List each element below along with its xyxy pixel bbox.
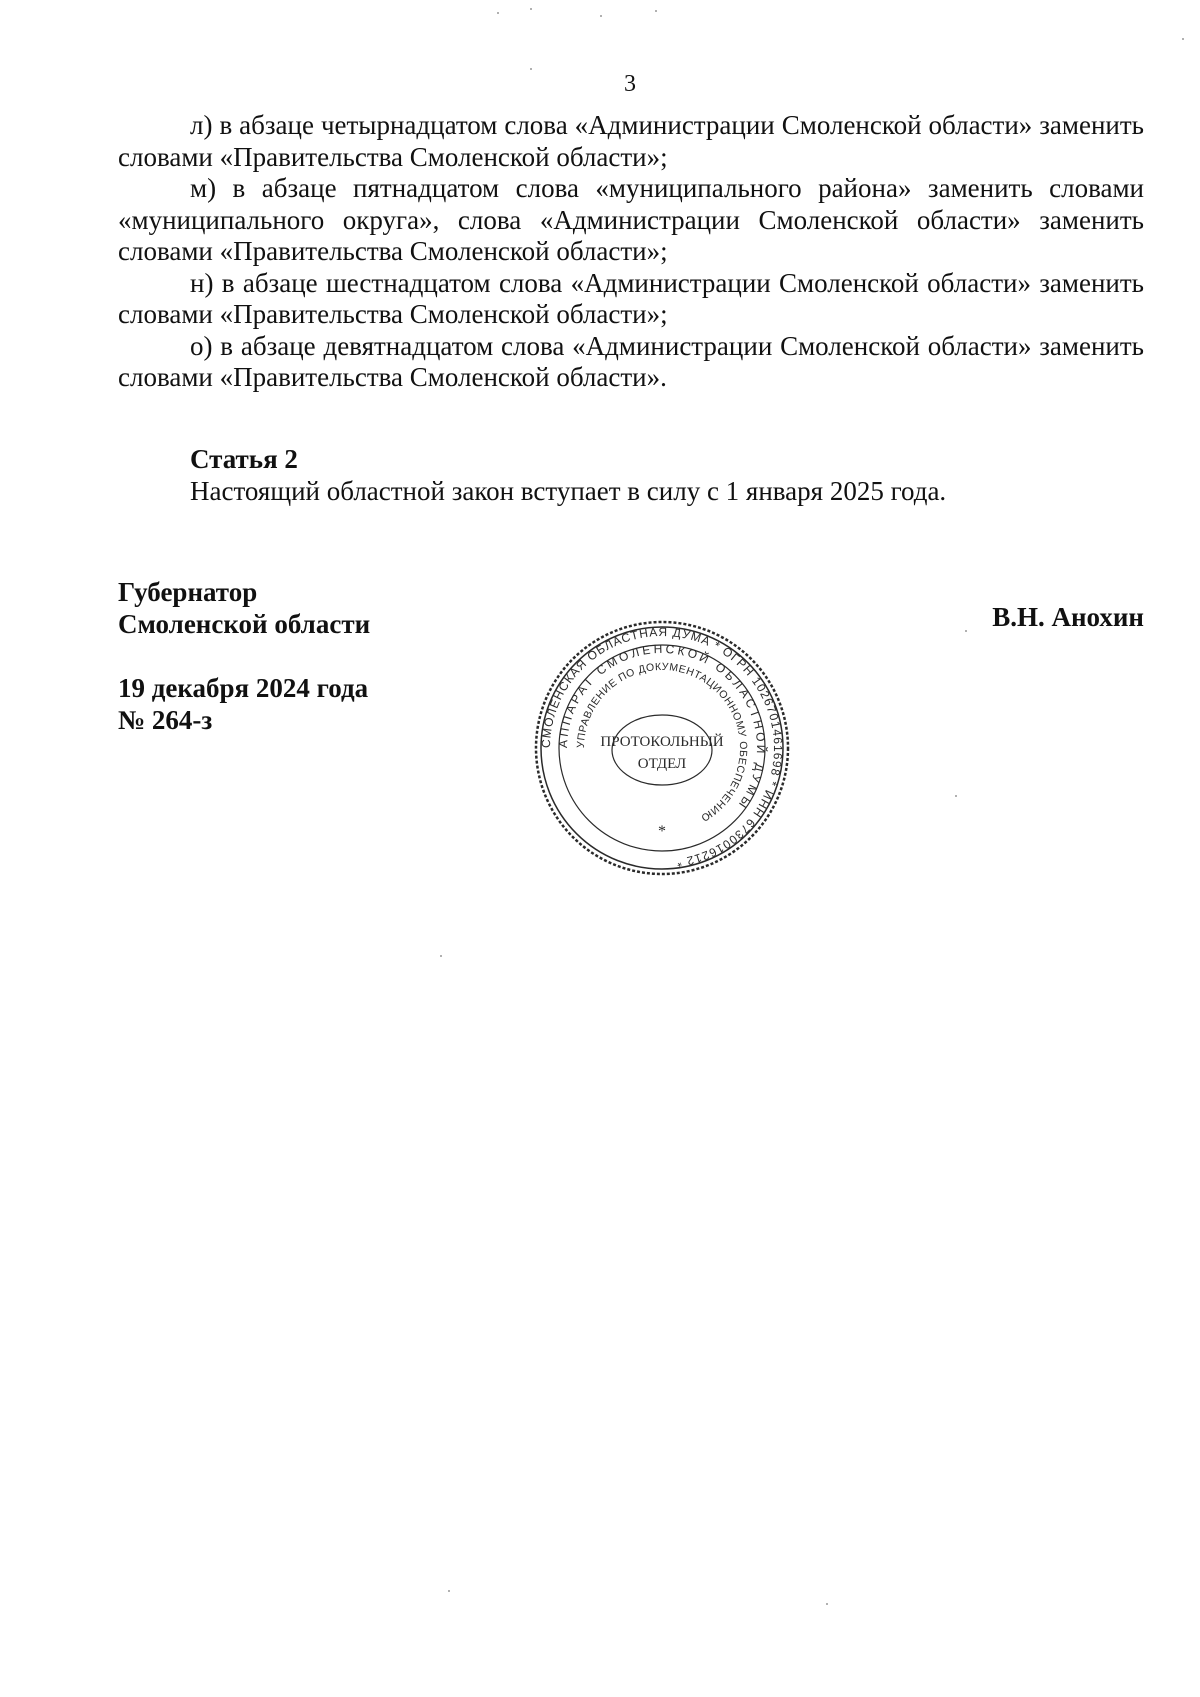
page-number: 3 [624,71,636,97]
amendment-item-n: н) в абзаце шестнадцатом слова «Администрации Смоленской области» заменить словами «Правительства Смоленской области»; [118,267,1144,329]
law-date: 19 декабря 2024 года [118,673,369,703]
amendment-item-l: л) в абзаце четырнадцатом слова «Администрации Смоленской области» заменить словами «Правительства Смоленской области»; [118,110,1144,172]
stamp-center-line2: ОТДЕЛ [637,756,687,772]
signer-name: В.Н. Анохин [992,602,1144,632]
amendment-item-m: м) в абзаце пятнадцатом слова «муниципального района» заменить словами «муниципального округа», слова «Администрации Смоленской области» заменить словами «Правительства Смоленской области»; [118,173,1144,266]
stamp-star-icon: * [658,823,666,840]
stamp-center-line1: ПРОТОКОЛЬНЫЙ [600,734,724,750]
official-stamp [532,618,792,878]
stamp-outer-text: СМОЛЕНСКАЯ ОБЛАСТНАЯ ДУМА * ОГРН 1026701461698 * ИНН 6730016212 * [538,624,786,871]
stamp-inner-text: УПРАВЛЕНИЕ ПО ДОКУМЕНТАЦИОННОМУ ОБЕСПЕЧЕНИЮ [574,660,750,824]
amendment-list [118,110,1144,394]
signer-position-line2: Смоленской области [118,609,371,639]
signature-block [118,576,370,736]
article-title: Статья 2 [190,444,298,474]
amendment-item-o: о) в абзаце девятнадцатом слова «Администрации Смоленской области» заменить словами «Правительства Смоленской области». [118,330,1144,392]
stamp-middle-text: АППАРАТ СМОЛЕНСКОЙ ОБЛАСТНОЙ ДУМЫ [555,641,769,814]
law-number: № 264-з [118,705,213,735]
signer-position-line1: Губернатор [118,577,258,607]
article-2 [118,444,1144,507]
article-text: Настоящий областной закон вступает в силу с 1 января 2025 года. [190,475,947,506]
